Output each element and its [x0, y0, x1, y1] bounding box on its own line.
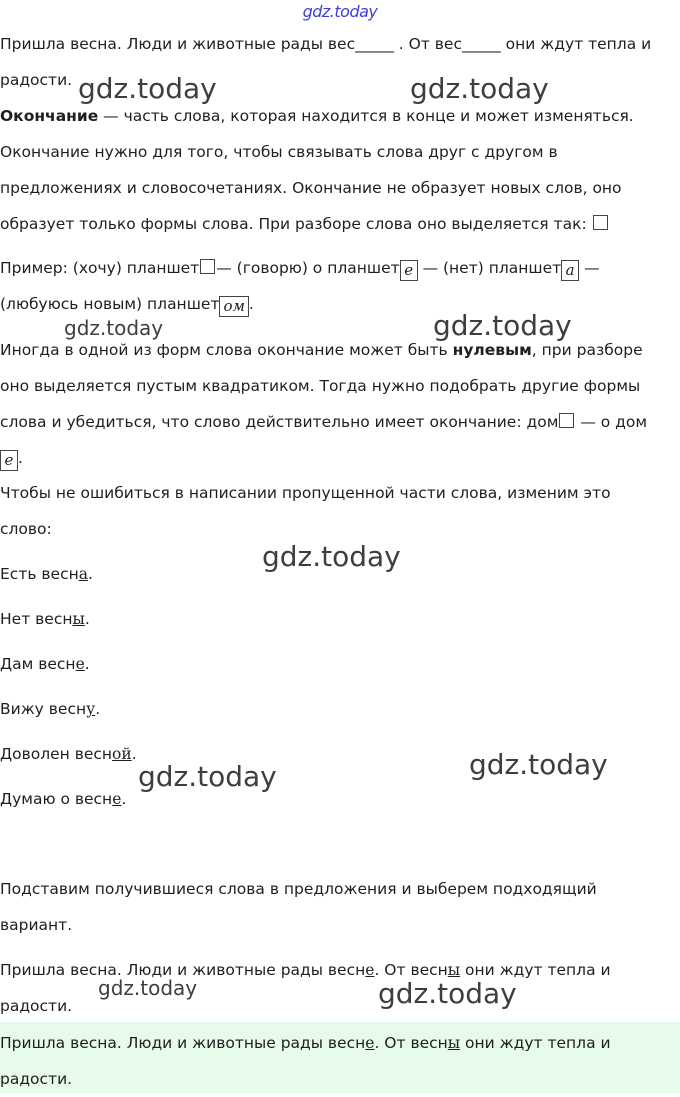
- form-tail: .: [131, 745, 137, 763]
- zero-line-4: [0, 440, 676, 476]
- form-stem: Думаю о весн: [0, 790, 113, 808]
- substitute-line-2: вариант.: [0, 916, 73, 934]
- watermark: gdz.today: [98, 976, 198, 1000]
- watermark: gdz.today: [469, 748, 608, 781]
- ending-box-e: е: [400, 260, 418, 281]
- example-part-4: —: [579, 259, 600, 277]
- form-ending: е: [112, 790, 122, 808]
- filled-c: . От весн: [374, 961, 448, 979]
- form-tail: .: [84, 655, 90, 673]
- example-part-1: Пример: (хочу) планшет: [0, 259, 200, 277]
- watermark: gdz.today: [410, 72, 549, 105]
- form-stem: Доволен весн: [0, 745, 113, 763]
- substitute-line-1: Подставим получившиеся слова в предложения и выберем подходящий: [0, 880, 597, 898]
- filled-ending-2: ы: [447, 961, 461, 979]
- filled-line-2: радости.: [0, 997, 73, 1015]
- ending-box-om: ом: [219, 296, 248, 317]
- zero-line-3-a: слова и убедиться, что слово действительно имеет окончание: дом: [0, 413, 559, 431]
- answer-ending-2: ы: [447, 1034, 461, 1052]
- form-tail: .: [121, 790, 127, 808]
- filled-e: они ждут тепла и: [460, 961, 611, 979]
- example-part-6: .: [248, 295, 254, 313]
- task-line-1: Пришла весна. Люди и животные рады вес_____ . От вес_____ они ждут тепла и: [0, 35, 652, 53]
- site-logo[interactable]: gdz.today: [302, 2, 378, 21]
- form-stem: Нет весн: [0, 610, 73, 628]
- task-line-2: радости.: [0, 71, 73, 89]
- form-item: [0, 691, 676, 727]
- form-tail: .: [95, 700, 101, 718]
- ending-box-a: а: [561, 260, 579, 281]
- zero-dot: .: [18, 449, 23, 467]
- answer-ending-1: е: [365, 1034, 375, 1052]
- zero-line-3: [0, 404, 676, 440]
- theory-line-4-text: образует только формы слова. При разборе слова оно выделяется так:: [0, 215, 592, 233]
- form-ending: ой: [112, 745, 132, 763]
- example-part-2: — (говорю) о планшет: [216, 259, 400, 277]
- change-line-2: слово:: [0, 520, 52, 538]
- theory-line-2: Окончание нужно для того, чтобы связывать слова друг с другом в: [0, 143, 558, 161]
- example-part-5: (любуюсь новым) планшет: [0, 295, 220, 313]
- form-item: [0, 781, 676, 817]
- form-ending: у: [86, 700, 96, 718]
- answer-a: Пришла весна. Люди и животные рады весн: [0, 1034, 366, 1052]
- watermark: gdz.today: [262, 540, 401, 573]
- form-item: [0, 601, 676, 637]
- watermark: gdz.today: [64, 316, 164, 340]
- filled-ending-1: е: [365, 961, 375, 979]
- ending-box-e: е: [0, 450, 18, 471]
- form-stem: Дам весн: [0, 655, 76, 673]
- form-tail: .: [87, 565, 93, 583]
- zero-term: нулевым: [452, 341, 532, 359]
- form-ending: е: [75, 655, 85, 673]
- watermark: gdz.today: [138, 760, 277, 793]
- change-line-1: Чтобы не ошибиться в написании пропущенной части слова, изменим это: [0, 484, 611, 502]
- form-tail: .: [84, 610, 90, 628]
- answer-line-1: [0, 1025, 676, 1061]
- theory-definition: — часть слова, которая находится в конце и может изменяться.: [98, 107, 634, 125]
- zero-ending-box-icon: [559, 413, 574, 428]
- form-item: [0, 646, 676, 682]
- ending-box-icon: [593, 215, 608, 230]
- form-ending: ы: [72, 610, 85, 628]
- filled-a: Пришла весна. Люди и животные рады весн: [0, 961, 366, 979]
- watermark: gdz.today: [433, 309, 572, 342]
- example-part-3: — (нет) планшет: [417, 259, 562, 277]
- form-stem: Вижу весн: [0, 700, 87, 718]
- answer-e: они ждут тепла и: [460, 1034, 611, 1052]
- theory-line-4: [0, 206, 676, 242]
- answer-c: . От весн: [374, 1034, 448, 1052]
- zero-line-1-c: , при разборе: [531, 341, 643, 359]
- zero-line-3-b: — о дом: [575, 413, 648, 431]
- zero-line-1-a: Иногда в одной из форм слова окончание может быть: [0, 341, 453, 359]
- zero-line-2: оно выделяется пустым квадратиком. Тогда нужно подобрать другие формы: [0, 377, 641, 395]
- example-line-1: [0, 250, 676, 286]
- answer-line-2: радости.: [0, 1070, 73, 1088]
- watermark: gdz.today: [78, 72, 217, 105]
- theory-line-3: предложениях и словосочетаниях. Окончание не образует новых слов, оно: [0, 179, 622, 197]
- zero-ending-box-icon: [200, 259, 215, 274]
- form-stem: Есть весн: [0, 565, 79, 583]
- theory-term: Окончание: [0, 107, 99, 125]
- form-ending: а: [78, 565, 88, 583]
- watermark: gdz.today: [378, 977, 517, 1010]
